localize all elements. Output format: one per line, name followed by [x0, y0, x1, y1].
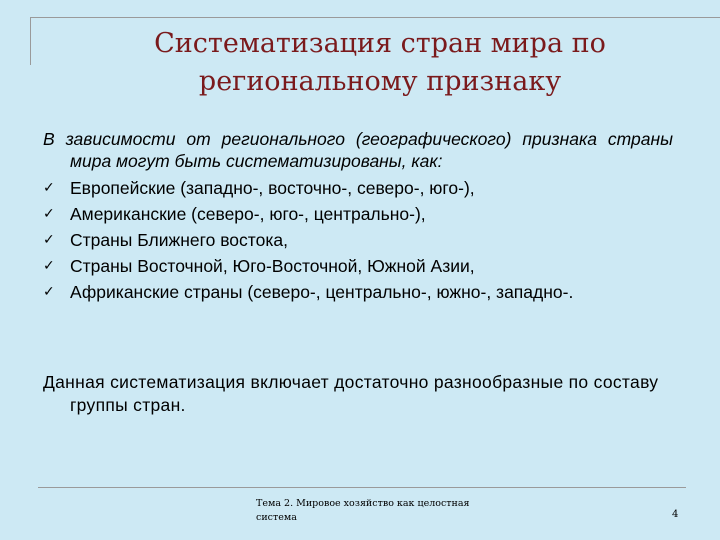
check-icon: ✓: [43, 284, 55, 300]
check-icon: ✓: [43, 206, 55, 222]
summary-text: Данная систематизация включает достаточно разнообразные по составу группы стран.: [43, 372, 659, 415]
list-item: [43, 227, 673, 253]
slide-title: [40, 25, 720, 101]
footer-topic: Тема 2. Мировое хозяйство как целостная система: [256, 498, 470, 523]
slide-title-line-1: Систематизация стран мира по: [154, 28, 606, 59]
check-icon: ✓: [43, 180, 55, 196]
list-item: [43, 201, 673, 227]
page-number: 4: [672, 509, 679, 520]
list-item: [43, 279, 673, 305]
slide-title-line-2: региональному признаку: [198, 66, 562, 97]
list-item-text: Страны Ближнего востока,: [70, 230, 288, 250]
list-item-text: Африканские страны (северо-, центрально-, южно-, западно-.: [70, 282, 574, 302]
list-item-text: Европейские (западно-, восточно-, северо-, юго-),: [70, 178, 475, 198]
check-icon: ✓: [43, 258, 55, 274]
slide-frame-left-line: [30, 17, 31, 65]
list-item-text: Страны Восточной, Юго-Восточной, Южной Азии,: [70, 256, 475, 276]
slide-content: [43, 128, 673, 305]
check-icon: ✓: [43, 232, 55, 248]
list-item: [43, 175, 673, 201]
list-item: [43, 253, 673, 279]
list-item-text: Американские (северо-, юго-, центрально-),: [70, 204, 426, 224]
slide-frame-top-line: [30, 17, 720, 18]
region-list: [43, 175, 673, 305]
footer-divider: [38, 487, 686, 488]
intro-text: В зависимости от регионального (географического) признака страны мира могут быть систематизированы, как:: [43, 129, 673, 171]
